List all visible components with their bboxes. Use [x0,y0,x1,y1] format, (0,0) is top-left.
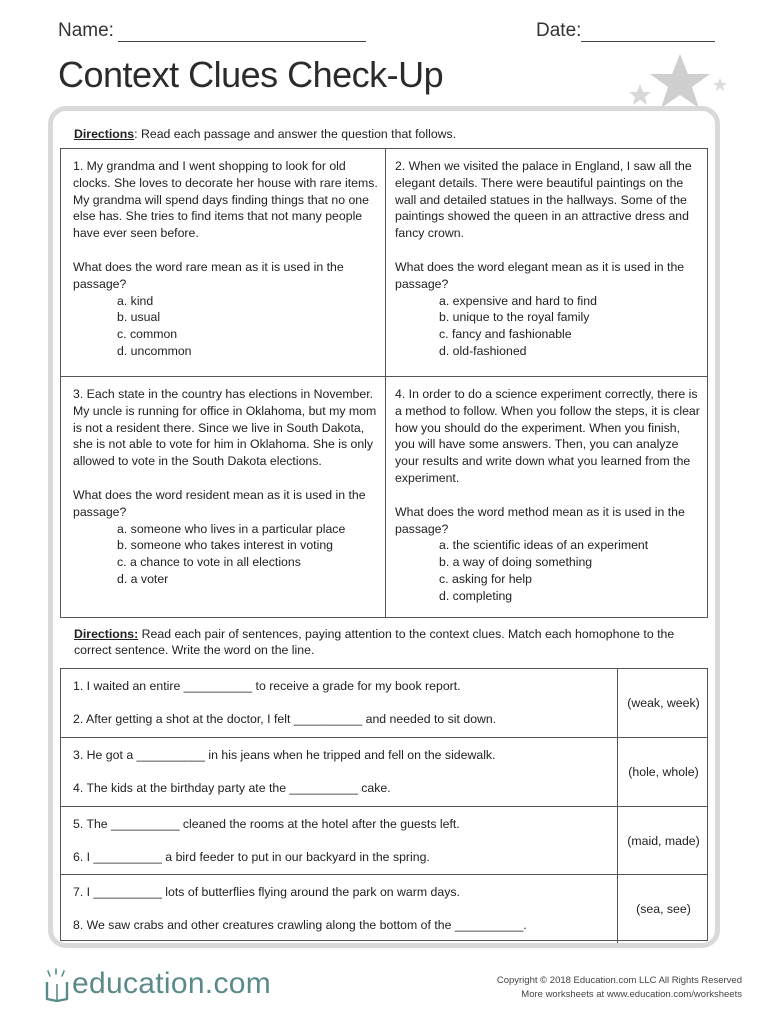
answer-option[interactable]: c. asking for help [439,571,532,586]
passages-grid [60,148,708,618]
homophones-table [60,668,708,941]
homophone-sentence[interactable]: 5. The __________ cleaned the rooms at the hotel after the guests left. [73,817,460,831]
homophone-row-2 [61,738,707,806]
date-line[interactable] [581,23,715,42]
answer-option[interactable]: b. usual [117,310,161,325]
answer-option[interactable]: a. expensive and hard to find [439,293,597,308]
passage-text: 4. In order to do a science experiment correctly, there is a method to follow. When you follow the steps, it is clear how you should do the experiment. When you finish, you will have some answers. Then, you can analyze your results and write down what you learned from the experiment. [395,387,700,485]
book-logo-icon [44,968,70,1004]
passage-1 [61,149,385,376]
answer-option[interactable]: c. common [117,327,178,342]
passage-question: What does the word rare mean as it is used in the passage? [73,259,344,291]
date-field[interactable] [536,20,715,42]
date-label: Date: [536,20,582,41]
passage-question: What does the word elegant mean as it is used in the passage? [395,259,685,291]
copyright [497,974,742,1002]
more-worksheets-link[interactable]: More worksheets at www.education.com/worksheets [521,989,742,1000]
name-label: Name: [58,20,114,41]
passage-2 [386,149,709,376]
answer-option[interactable]: d. a voter [117,571,169,586]
directions-text: : Read each passage and answer the question that follows. [134,127,457,141]
directions-passages [74,126,704,142]
homophone-sentence[interactable]: 6. I __________ a bird feeder to put in our backyard in the spring. [73,850,430,864]
passage-text: 2. When we visited the palace in England, I saw all the elegant details. There were beautiful paintings on the wall and detailed statues in the hallways. Some of the paintings showed the queen in an attractive dress and fancy crown. [395,159,692,241]
directions-text: Read each pair of sentences, paying attention to the context clues. Match each homophone to the correct sentence. Write the word on the line. [74,627,675,657]
copyright-text: Copyright © 2018 Education.com LLC All Rights Reserved [496,975,742,986]
homophone-sentence[interactable]: 7. I __________ lots of butterflies flying around the park on warm days. [73,885,460,899]
name-field[interactable] [58,20,366,42]
passage-text: 3. Each state in the country has elections in November. My uncle is running for office in Oklahoma, but my mom is not a resident there. Since we live in South Dakota, she is not able to vote for him in Oklahoma. She is only allowed to vote in the South Dakota elections. [73,387,377,469]
homophone-options: (sea, see) [617,875,709,943]
homophone-sentence[interactable]: 4. The kids at the birthday party ate the __________ cake. [73,781,391,795]
homophone-row-3 [61,807,707,875]
answer-option[interactable]: c. a chance to vote in all elections [117,555,301,570]
name-line[interactable] [118,23,366,42]
education-logo-text[interactable]: education.com [72,967,272,1000]
passage-question: What does the word resident mean as it is used in the passage? [73,487,366,519]
answer-option[interactable]: c. fancy and fashionable [439,327,572,342]
answer-option[interactable]: d. old-fashioned [439,343,527,358]
homophone-sentence[interactable]: 8. We saw crabs and other creatures crawling along the bottom of the __________. [73,918,527,932]
answer-option[interactable]: a. someone who lives in a particular place [117,521,346,536]
homophone-sentence[interactable]: 2. After getting a shot at the doctor, I felt __________ and needed to sit down. [73,712,497,726]
homophone-row-4 [61,875,707,943]
answer-option[interactable]: d. uncommon [117,343,192,358]
homophone-options: (weak, week) [617,669,709,737]
homophone-options: (hole, whole) [617,738,709,806]
answer-option[interactable]: a. kind [117,293,154,308]
homophone-sentence[interactable]: 3. He got a __________ in his jeans when he tripped and fell on the sidewalk. [73,748,496,762]
answer-option[interactable]: b. a way of doing something [439,555,593,570]
passage-text: 1. My grandma and I went shopping to look for old clocks. She loves to decorate her house with rare items. My grandma will spend days finding things that no one else has. She tries to find items that not many people have ever seen before. [73,159,378,241]
directions-label: Directions [74,127,135,141]
homophone-row-1 [61,669,707,737]
directions-homophones [74,626,710,658]
directions-label: Directions: [74,627,139,641]
homophone-sentence[interactable]: 1. I waited an entire __________ to receive a grade for my book report. [73,679,461,693]
answer-option[interactable]: b. unique to the royal family [439,310,590,325]
answer-option[interactable]: b. someone who takes interest in voting [117,538,334,553]
passage-3 [61,377,385,619]
answer-option[interactable]: d. completing [439,588,513,603]
page-title: Context Clues Check-Up [58,54,444,95]
passage-4 [386,377,709,619]
passage-question: What does the word method mean as it is used in the passage? [395,504,685,536]
homophone-options: (maid, made) [617,807,709,875]
answer-option[interactable]: a. the scientific ideas of an experiment [439,538,649,553]
